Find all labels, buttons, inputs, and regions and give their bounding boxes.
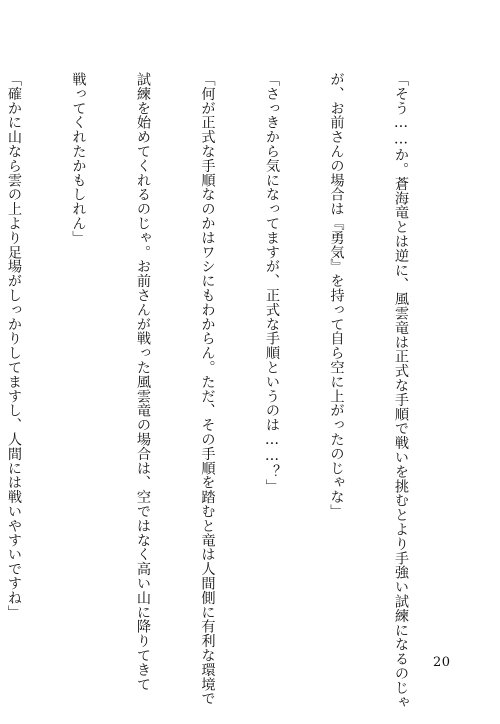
text-line: 「そう……か。蒼海竜とは逆に、風雲竜は正式な手順で戦いを挑むとより手強い試練になるのじゃ: [393, 72, 409, 710]
text-line: 試練を始めてくれるのじゃ。お前さんが戦った風雲竜の場合は、空ではなく高い山に降りてきて: [135, 72, 151, 692]
text-line: が、お前さんの場合は『勇気』を持って自ら空に上がったのじゃな」: [328, 72, 345, 519]
text-line: 「確かに山なら雲の上より足場がしっかりしてますし、人間には戦いやすいですね」: [6, 72, 22, 620]
text-line: 戦ってくれたかもしれん」: [70, 72, 87, 245]
page-number: 20: [433, 655, 451, 670]
text-line: 「さっきから気になってますが、正式な手順というのは……？」: [264, 72, 280, 494]
text-line: 「何が正式な手順なのかはワシにもわからん。ただ、その手順を踏むと竜は人間側に有利な環境で: [199, 72, 216, 706]
